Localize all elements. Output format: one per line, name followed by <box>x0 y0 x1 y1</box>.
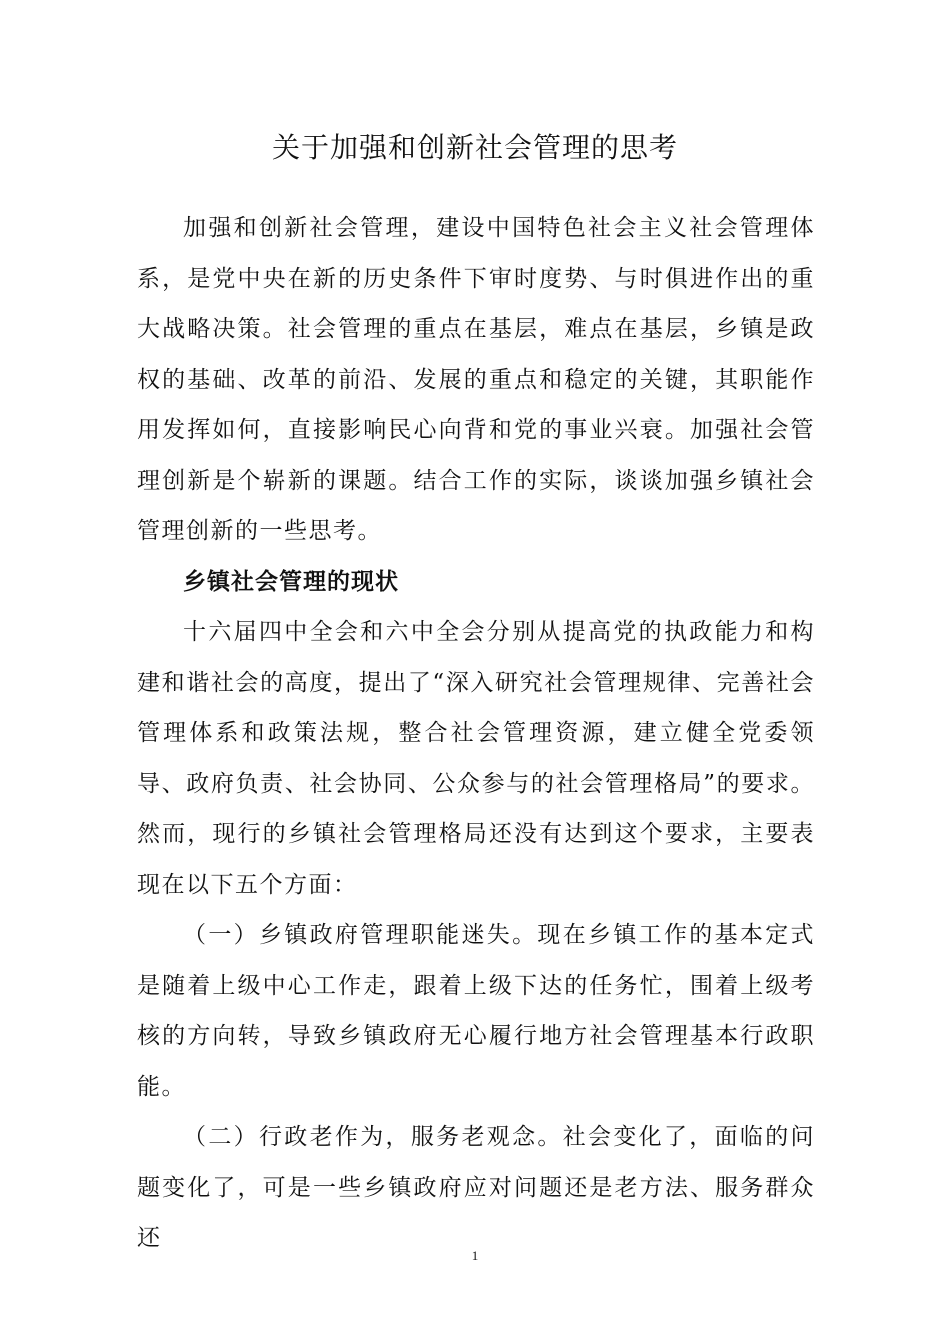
list-paragraph-2: （二）行政老作为，服务老观念。社会变化了，面临的问题变化了，可是一些乡镇政府应对问题还是老方法、服务群众还 <box>137 1124 815 1251</box>
body-paragraph: 十六届四中全会和六中全会分别从提高党的执政能力和构建和谐社会的高度，提出了“深入研究社会管理规律、完善社会管理体系和政策法规，整合社会管理资源，建立健全党委领导、政府负责、社会协同、公众参与的社会管理格局”的要求。然而，现行的乡镇社会管理格局还没有达到这个要求，主要表现在以下五个方面： <box>137 619 815 898</box>
section-heading: 乡镇社会管理的现状 <box>183 568 399 595</box>
intro-paragraph: 加强和创新社会管理，建设中国特色社会主义社会管理体系，是党中央在新的历史条件下审时度势、与时俱进作出的重大战略决策。社会管理的重点在基层，难点在基层，乡镇是政权的基础、改革的前沿、发展的重点和稳定的关键，其职能作用发挥如何，直接影响民心向背和党的事业兴衰。加强社会管理创新是个崭新的课题。结合工作的实际，谈谈加强乡镇社会管理创新的一些思考。 <box>137 215 815 544</box>
page-number: 1 <box>471 1248 479 1263</box>
list-paragraph-1: （一）乡镇政府管理职能迷失。现在乡镇工作的基本定式是随着上级中心工作走，跟着上级下达的任务忙，围着上级考核的方向转，导致乡镇政府无心履行地方社会管理基本行政职能。 <box>137 922 815 1100</box>
document-body <box>137 203 815 1264</box>
document-title: 关于加强和创新社会管理的思考 <box>271 131 678 164</box>
